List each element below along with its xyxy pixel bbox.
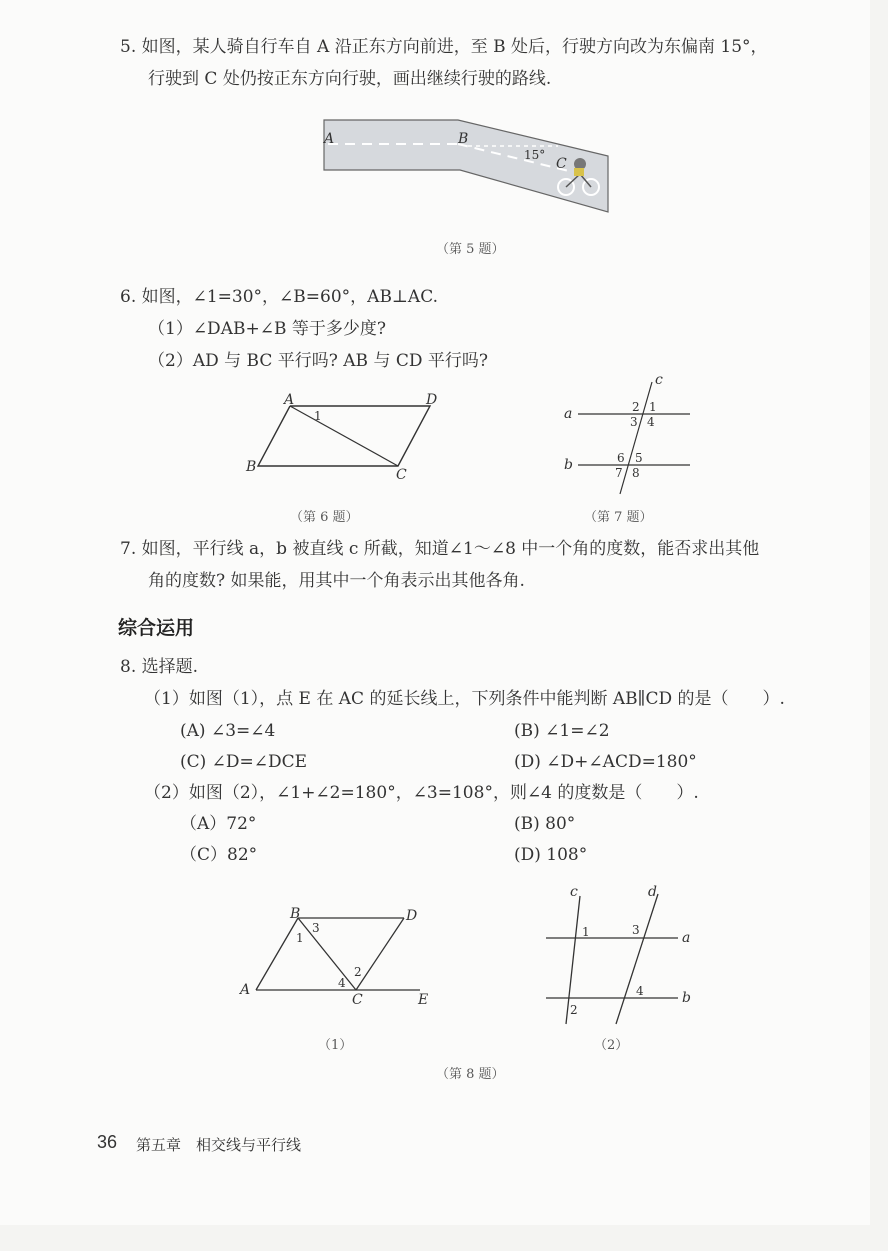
page-number: 36 <box>97 1132 118 1152</box>
q8f1-label-e: E <box>418 992 429 1008</box>
q8f1-angle-1: 1 <box>296 931 304 945</box>
q7-figure-parallels <box>560 370 700 500</box>
q8f2-angle-4: 4 <box>636 984 644 998</box>
q8-fig-1-caption: （1） <box>318 1038 353 1053</box>
q6-caption: （第 6 题） <box>290 510 359 525</box>
q7-angle-8: 8 <box>632 466 640 480</box>
q8f2-angle-1: 1 <box>582 925 590 939</box>
q7-angle-2: 2 <box>632 400 640 414</box>
q7-line-2: 角的度数? 如果能，用其中一个角表示出其他各角. <box>148 571 525 591</box>
q8-figure-2 <box>540 884 705 1029</box>
q5-angle-label: 15° <box>524 148 546 162</box>
q7-line-1: 7. 如图，平行线 a，b 被直线 c 所截，知道∠1～∠8 中一个角的度数，能否求出其他 <box>120 539 760 559</box>
q8-part-1: （1）如图（1），点 E 在 AC 的延长线上，下列条件中能判断 AB∥CD 的是（ ）. <box>144 689 785 709</box>
q8-p1-option-a: (A) ∠3=∠4 <box>180 721 276 741</box>
q5-figure-road <box>318 112 618 216</box>
q5-line-1: 5. 如图，某人骑自行车自 A 沿正东方向前进，至 B 处后，行驶方向改为东偏南 15°， <box>120 37 768 57</box>
q5-label-a: A <box>324 131 335 147</box>
q8-caption: （第 8 题） <box>436 1067 505 1082</box>
q7-caption: （第 7 题） <box>584 510 653 525</box>
q8f1-label-c: C <box>352 992 363 1008</box>
q8f2-label-d: d <box>648 884 657 900</box>
q7-angle-3: 3 <box>630 415 638 429</box>
q5-line-2: 行驶到 C 处仍按正东方向行驶，画出继续行驶的路线. <box>148 69 552 89</box>
q8f1-label-d: D <box>406 908 418 924</box>
q8f2-angle-3: 3 <box>632 923 640 937</box>
q8f1-angle-4: 4 <box>338 976 346 990</box>
q8-p1-option-c: (C) ∠D=∠DCE <box>180 752 308 772</box>
q7-label-a: a <box>564 406 573 422</box>
q7-label-c: c <box>655 372 663 388</box>
q8-p1-option-b: (B) ∠1=∠2 <box>514 721 610 741</box>
q6-line-1: 6. 如图，∠1=30°，∠B=60°，AB⊥AC. <box>120 287 439 307</box>
q6-label-a: A <box>284 392 295 408</box>
chapter-title: 第五章 相交线与平行线 <box>136 1136 302 1154</box>
q6-label-b: B <box>246 459 257 475</box>
q8-fig-2-caption: （2） <box>594 1038 629 1053</box>
q5-caption: （第 5 题） <box>436 242 505 257</box>
q8-title: 8. 选择题. <box>120 657 199 677</box>
q5-label-b: B <box>458 131 469 147</box>
q8-p2-option-b: (B) 80° <box>514 814 576 834</box>
q8-p1-option-d: (D) ∠D+∠ACD=180° <box>514 752 697 772</box>
q8-p2-option-c: （C）82° <box>180 845 258 865</box>
q6-label-c: C <box>396 467 407 483</box>
q8f2-label-c: c <box>570 884 578 900</box>
q6-label-d: D <box>426 392 438 408</box>
q8-p2-option-d: (D) 108° <box>514 845 588 865</box>
q8f2-label-a: a <box>682 930 691 946</box>
q8-p2-option-a: （A）72° <box>180 814 257 834</box>
q7-angle-4: 4 <box>647 415 655 429</box>
q8-part-2: （2）如图（2），∠1+∠2=180°，∠3=108°，则∠4 的度数是（ ）. <box>144 783 699 803</box>
q5-label-c: C <box>556 156 567 172</box>
q8f1-label-a: A <box>240 982 251 998</box>
q7-angle-1: 1 <box>649 400 657 414</box>
q6-line-2: （1）∠DAB+∠B 等于多少度? <box>148 319 386 339</box>
q7-angle-7: 7 <box>615 466 623 480</box>
q6-angle-1: 1 <box>314 409 322 423</box>
q8f2-label-b: b <box>682 990 691 1006</box>
q8f1-angle-3: 3 <box>312 921 320 935</box>
q7-label-b: b <box>564 457 573 473</box>
q6-line-3: （2）AD 与 BC 平行吗? AB 与 CD 平行吗? <box>148 351 488 371</box>
q8f2-angle-2: 2 <box>570 1003 578 1017</box>
q7-angle-5: 5 <box>635 451 643 465</box>
q8-figure-1 <box>232 900 442 1010</box>
q6-figure-parallelogram <box>240 392 450 492</box>
q8f1-angle-2: 2 <box>354 965 362 979</box>
section-title: 综合运用 <box>118 617 195 639</box>
q8f1-label-b: B <box>290 906 301 922</box>
q7-angle-6: 6 <box>617 451 625 465</box>
